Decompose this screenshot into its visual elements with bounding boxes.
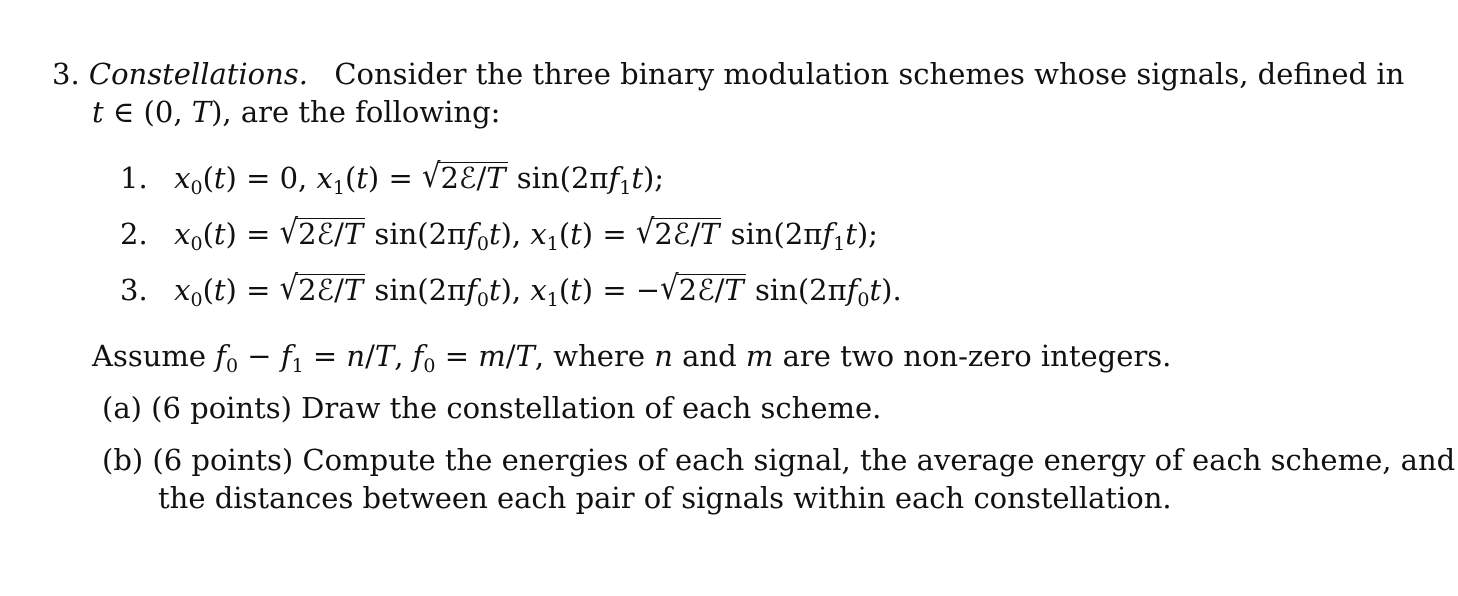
part-points: (6 points) <box>152 443 294 477</box>
scheme-2 <box>120 211 878 262</box>
part-label: (b) <box>102 443 144 477</box>
scheme-1 <box>120 155 665 206</box>
assumption-equation: $f_0 - f_1 = n/T$, $f_0 = m/T$ <box>215 339 535 377</box>
problem-title: Constellations. <box>88 57 308 91</box>
scheme-3-equation: $x_0(t)$ = √2ℰ/T $\sin(2\pi f_0t)$, $x_1(t)$ = −√2ℰ/T $\sin(2\pi f_0t)$. <box>174 267 902 311</box>
problem-header-line <box>52 56 1404 92</box>
assumption: Assume $f_0 - f_1 = n/T$, $f_0 = m/T$, where n and m are two non-zero integers. <box>92 339 1172 377</box>
problem-intro-continued: t ∈ (0, T), are the following: <box>92 95 501 129</box>
scheme-2-equation: $x_0(t)$ = √2ℰ/T $\sin(2\pi f_0t)$, $x_1(t)$ = √2ℰ/T $\sin(2\pi f_1t)$; <box>174 211 878 255</box>
part-text: Compute the energies of each signal, the average energy of each scheme, and <box>302 443 1456 477</box>
problem-intro: Consider the three binary modulation schemes whose signals, defined in <box>334 57 1405 91</box>
scheme-label: 2. <box>120 217 148 251</box>
part-text: Draw the constellation of each scheme. <box>301 391 882 425</box>
scheme-3 <box>120 267 902 318</box>
part-a <box>102 390 881 426</box>
part-label: (a) <box>102 391 142 425</box>
part-b-continued <box>158 480 1172 516</box>
scheme-label: 3. <box>120 273 148 307</box>
scheme-1-equation: $x_0(t) = 0$, $x_1(t)$ = √2ℰ/T $\sin(2\pi f_1t)$; <box>174 155 665 199</box>
part-points: (6 points) <box>151 391 292 425</box>
scheme-label: 1. <box>120 161 148 195</box>
part-b <box>102 442 1455 478</box>
part-text: the distances between each pair of signals within each constellation. <box>158 481 1172 515</box>
problem-number: 3. <box>52 57 80 91</box>
